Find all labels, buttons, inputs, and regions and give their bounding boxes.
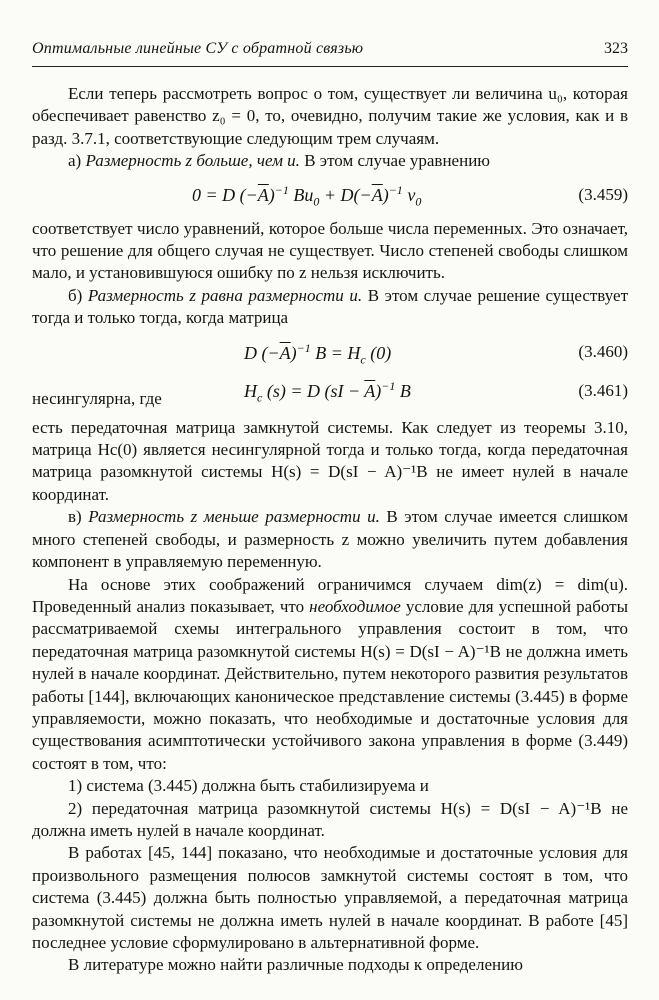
- paragraph-literature: В литературе можно найти различные подходы к определению: [68, 955, 523, 975]
- case-b-title: Размерность z равна размерности u.: [87, 285, 363, 305]
- case-a-label: а): [68, 151, 86, 171]
- paragraph-pole-placement: В работах [45, 144] показано, что необходимые и достаточные условия для произвольного размещения полюсов замкнутой системы состоят в том, что система (3.445) должна быть полностью управляемой, а передаточная матрица разомкнутой системы не должна иметь нулей в начале координат. В работе [45] последнее условие сформулировано в альтернативной форме.: [32, 843, 628, 952]
- nonsingular-text: несингулярна, где: [32, 388, 162, 408]
- case-a: [32, 150, 628, 172]
- equation-3-460-formula: D $(-\overline{A})^{-1}$ $B = H_c$ (0): [244, 340, 392, 367]
- equation-3-461-formula: $H_c$ (s) = D $(sI - \overline{A})^{-1}$ B: [244, 378, 411, 405]
- list-item-2: 2) передаточная матрица разомкнутой системы H(s) = D(sI − A)⁻¹B не должна иметь нулей в начале координат.: [32, 798, 628, 840]
- paragraph-intro: Если теперь рассмотреть вопрос о том, существует ли величина u₀, которая обеспечивает равенство z₀ = 0, то, очевидно, получим такие же условия, как и в разд. 3.7.1, соответствующие следующим трем случаям.: [32, 84, 628, 148]
- paragraph-analysis-start: На основе этих соображений ограничимся случаем dim(z) = dim(u). Проведенный анализ показывает, что: [32, 574, 628, 616]
- paragraph-analysis-emphasis: необходимое: [309, 596, 401, 616]
- case-a-title: Размерность z больше, чем u.: [85, 151, 300, 171]
- running-title: Оптимальные линейные СУ с обратной связью: [32, 40, 364, 57]
- case-b: [32, 285, 628, 330]
- equation-3-460-number: (3.460): [578, 341, 628, 361]
- equation-3-461: [32, 375, 628, 411]
- page-header: [32, 40, 628, 67]
- equation-3-459-number: (3.459): [578, 184, 628, 204]
- equation-3-459: [32, 173, 628, 218]
- case-b-label: б): [68, 285, 88, 305]
- paragraph-analysis-rest: условие для успешной работы рассматриваемой схемы интегрального управления состоит в том, что передаточная матрица разомкнутой системы H(s) = D(sI − A)⁻¹B не должна иметь нулей в начале координат. Действительно, путем некоторого развития результатов работы [144], включающих каноническое представление системы (3.445) в форме управляемости, можно показать, что необходимые и достаточные условия для существования асимптотически устойчивого закона управления в форме (3.449) состоят в том, что:: [32, 596, 628, 773]
- paragraph-case-a-cont: соответствует число уравнений, которое больше числа переменных. Это означает, что решение для общего случая не существует. Число степеней свободы слишком мало, и установившуюся ошибку по z нельзя исключить.: [32, 218, 628, 283]
- equation-3-461-number: (3.461): [578, 380, 628, 400]
- paragraph-closed-loop: есть передаточная матрица замкнутой системы. Как следует из теоремы 3.10, матрица Hc(0) является несингулярной тогда и только тогда, когда передаточная матрица разомкнутой системы H(s) = D(sI − A)⁻¹B не имеет нулей в начале координат.: [32, 417, 628, 504]
- equation-3-459-formula: 0 = D $(-\overline{A})^{-1}$ $Bu_0 + D(-\overline{A})^{-1}$ $v_0$: [192, 182, 422, 209]
- list-item-1: 1) система (3.445) должна быть стабилизируема и: [68, 776, 429, 796]
- case-c-label: в): [68, 507, 89, 527]
- case-c-text: В этом случае имеется слишком много степеней свободы, и размерность z можно увеличить путем добавления компонент в управляемую переменную.: [32, 507, 628, 572]
- case-c: [32, 506, 628, 573]
- page-number: 323: [604, 40, 628, 57]
- case-c-title: Размерность z меньше размерности u.: [88, 507, 380, 527]
- case-a-text: В этом случае уравнению: [299, 151, 490, 171]
- equation-3-460: [32, 330, 628, 375]
- paragraph-analysis: [32, 574, 628, 776]
- page-body: [32, 83, 628, 977]
- case-b-text: В этом случае решение существует тогда и только тогда, когда матрица: [32, 285, 629, 328]
